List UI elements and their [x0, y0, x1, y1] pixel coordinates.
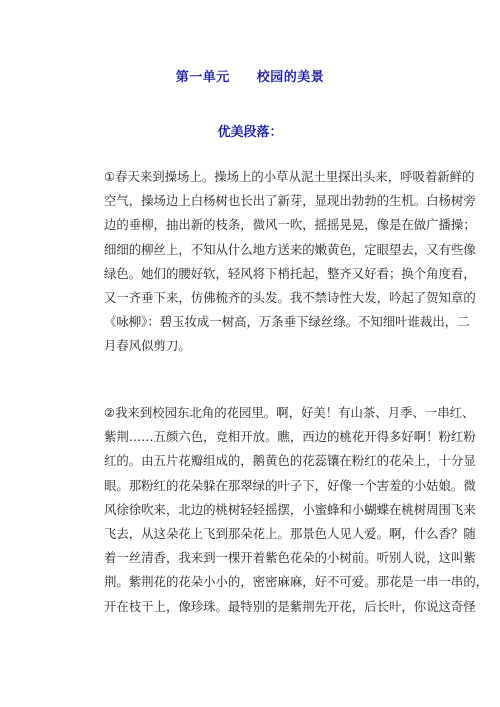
unit-title: 第一单元 校园的美景 — [175, 70, 325, 85]
section-subtitle: 优美段落： — [217, 125, 283, 140]
paragraph-line: 着一丝清香，我来到一棵开着紫色花朵的小树前。听别人说，这叫紫 — [104, 550, 476, 566]
paragraph-line: 开在枝干上，像珍珠。最特别的是紫荆先开花，后长叶，你说这奇怪 — [104, 598, 476, 614]
paragraph-line: 绿色。她们的腰好软，轻风将下梢托起，整齐又好看；换个角度看， — [104, 265, 476, 281]
paragraph-line: 风徐徐吹来，北边的桃树轻轻摇摆，小蜜蜂和小蝴蝶在桃树周围飞来 — [104, 501, 476, 517]
paragraph-2 — [104, 401, 489, 619]
paragraph-line: 紫荆……五颜六色，竞相开放。瞧，西边的桃花开得多好啊！粉红粉 — [104, 429, 476, 445]
paragraph-1 — [104, 165, 476, 359]
paragraph-line: 边的垂柳，抽出新的枝条，微风一吹，摇摇晃晃，像是在做广播操； — [104, 217, 476, 233]
paragraph-line: 月春风似剪刀。 — [104, 338, 191, 354]
paragraph-line: 空气，操场边上白杨树也长出了新芽，显现出勃勃的生机。白杨树旁 — [104, 193, 476, 209]
paragraph-line: 又一齐垂下来，仿佛梳齐的头发。我不禁诗性大发，吟起了贺知章的 — [104, 289, 476, 305]
paragraph-line: 眼。那粉红的花朵躲在那翠绿的叶子下，好像一个害羞的小姑娘。微 — [104, 477, 476, 493]
paragraph-line: 红的。由五片花瓣组成的，鹅黄色的花蕊镶在粉红的花朵上，十分显 — [104, 453, 476, 469]
paragraph-line: ②我来到校园东北角的花园里。啊，好美！有山茶、月季、一串红、 — [104, 405, 475, 420]
paragraph-line: 《咏柳》：碧玉妆成一树高，万条垂下绿丝绦。不知细叶谁裁出，二 — [104, 314, 470, 330]
paragraph-line: 飞去，从这朵花上飞到那朵花上。那景色人见人爱。啊，什么香？随 — [104, 525, 476, 541]
paragraph-line: 荆。紫荆花的花朵小小的，密密麻麻，好不可爱。那花是一串一串的， — [104, 574, 489, 590]
paragraph-line: ①春天来到操场上。操场上的小草从泥土里探出头来，呼吸着新鲜的 — [104, 169, 475, 184]
paragraph-line: 细细的柳丝上，不知从什么地方送来的嫩黄色，定眼望去，又有些像 — [104, 241, 476, 257]
